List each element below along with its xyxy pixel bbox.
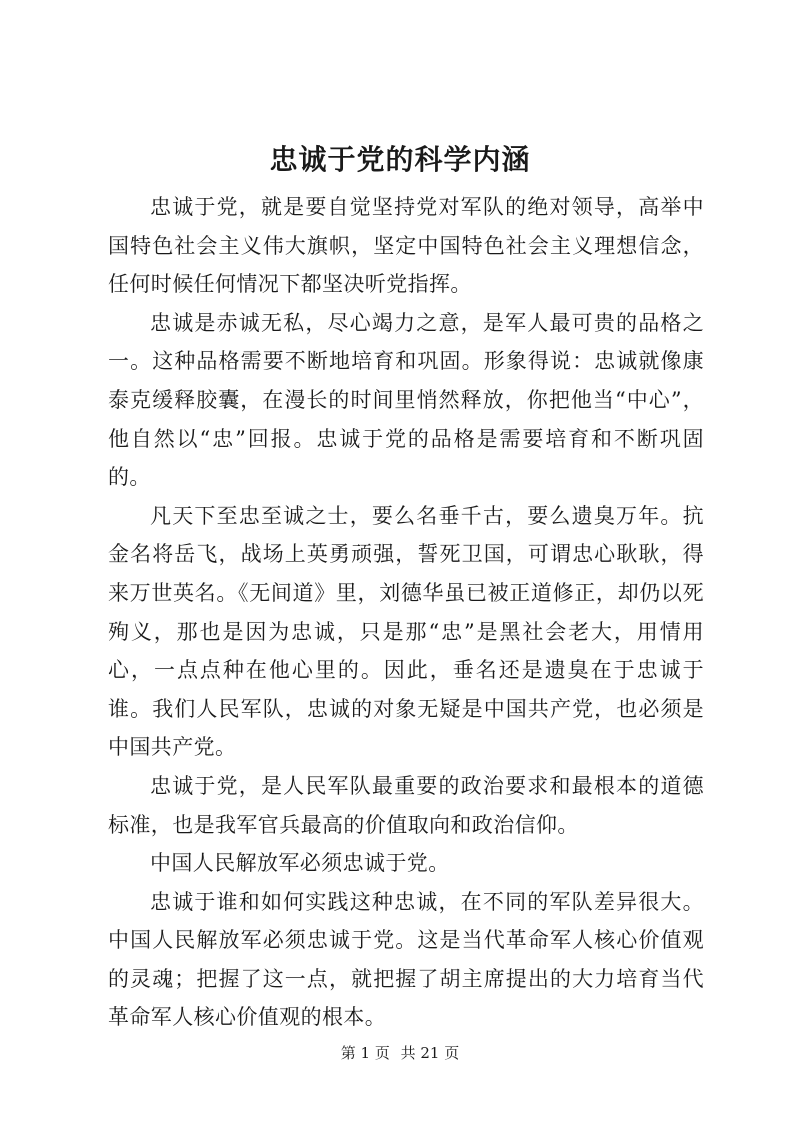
- paragraph-5: 中国人民解放军必须忠诚于党。: [150, 851, 450, 876]
- document-body: [108, 188, 704, 1037]
- page-total: 共 21 页: [400, 1044, 460, 1062]
- page-number: 第 1 页: [340, 1044, 390, 1062]
- page-footer: [0, 1043, 800, 1063]
- paragraph-1: 忠诚于党，就是要自觉坚持党对军队的绝对领导，高举中国特色社会主义伟大旗帜，坚定中国特色社会主义理想信念，任何时候任何情况下都坚决听党指挥。: [108, 195, 704, 297]
- paragraph-2: 忠诚是赤诚无私，尽心竭力之意，是军人最可贵的品格之一。这种品格需要不断地培育和巩固。形象得说：忠诚就像康泰克缓释胶囊，在漫长的时间里悄然释放，你把他当“中心”，他自然以“忠”回报。忠诚于党的品格是需要培育和不断巩固的。: [108, 310, 704, 490]
- document-title: 忠诚于党的科学内涵: [269, 143, 531, 176]
- paragraph-3: 凡天下至忠至诚之士，要么名垂千古，要么遗臭万年。抗金名将岳飞，战场上英勇顽强，誓死卫国，可谓忠心耿耿，得来万世英名。《无间道》里，刘德华虽已被正道修正，却仍以死殉义，那也是因为忠诚，只是那“忠”是黑社会老大，用情用心，一点点种在他心里的。因此，垂名还是遗臭在于忠诚于谁。我们人民军队，忠诚的对象无疑是中国共产党，也必须是中国共产党。: [108, 503, 704, 760]
- paragraph-4: 忠诚于党，是人民军队最重要的政治要求和最根本的道德标准，也是我军官兵最高的价值取向和政治信仰。: [108, 773, 704, 837]
- paragraph-6: 忠诚于谁和如何实践这种忠诚，在不同的军队差异很大。中国人民解放军必须忠诚于党。这是当代革命军人核心价值观的灵魂；把握了这一点，就把握了胡主席提出的大力培育当代革命军人核心价值观的根本。: [108, 889, 704, 1030]
